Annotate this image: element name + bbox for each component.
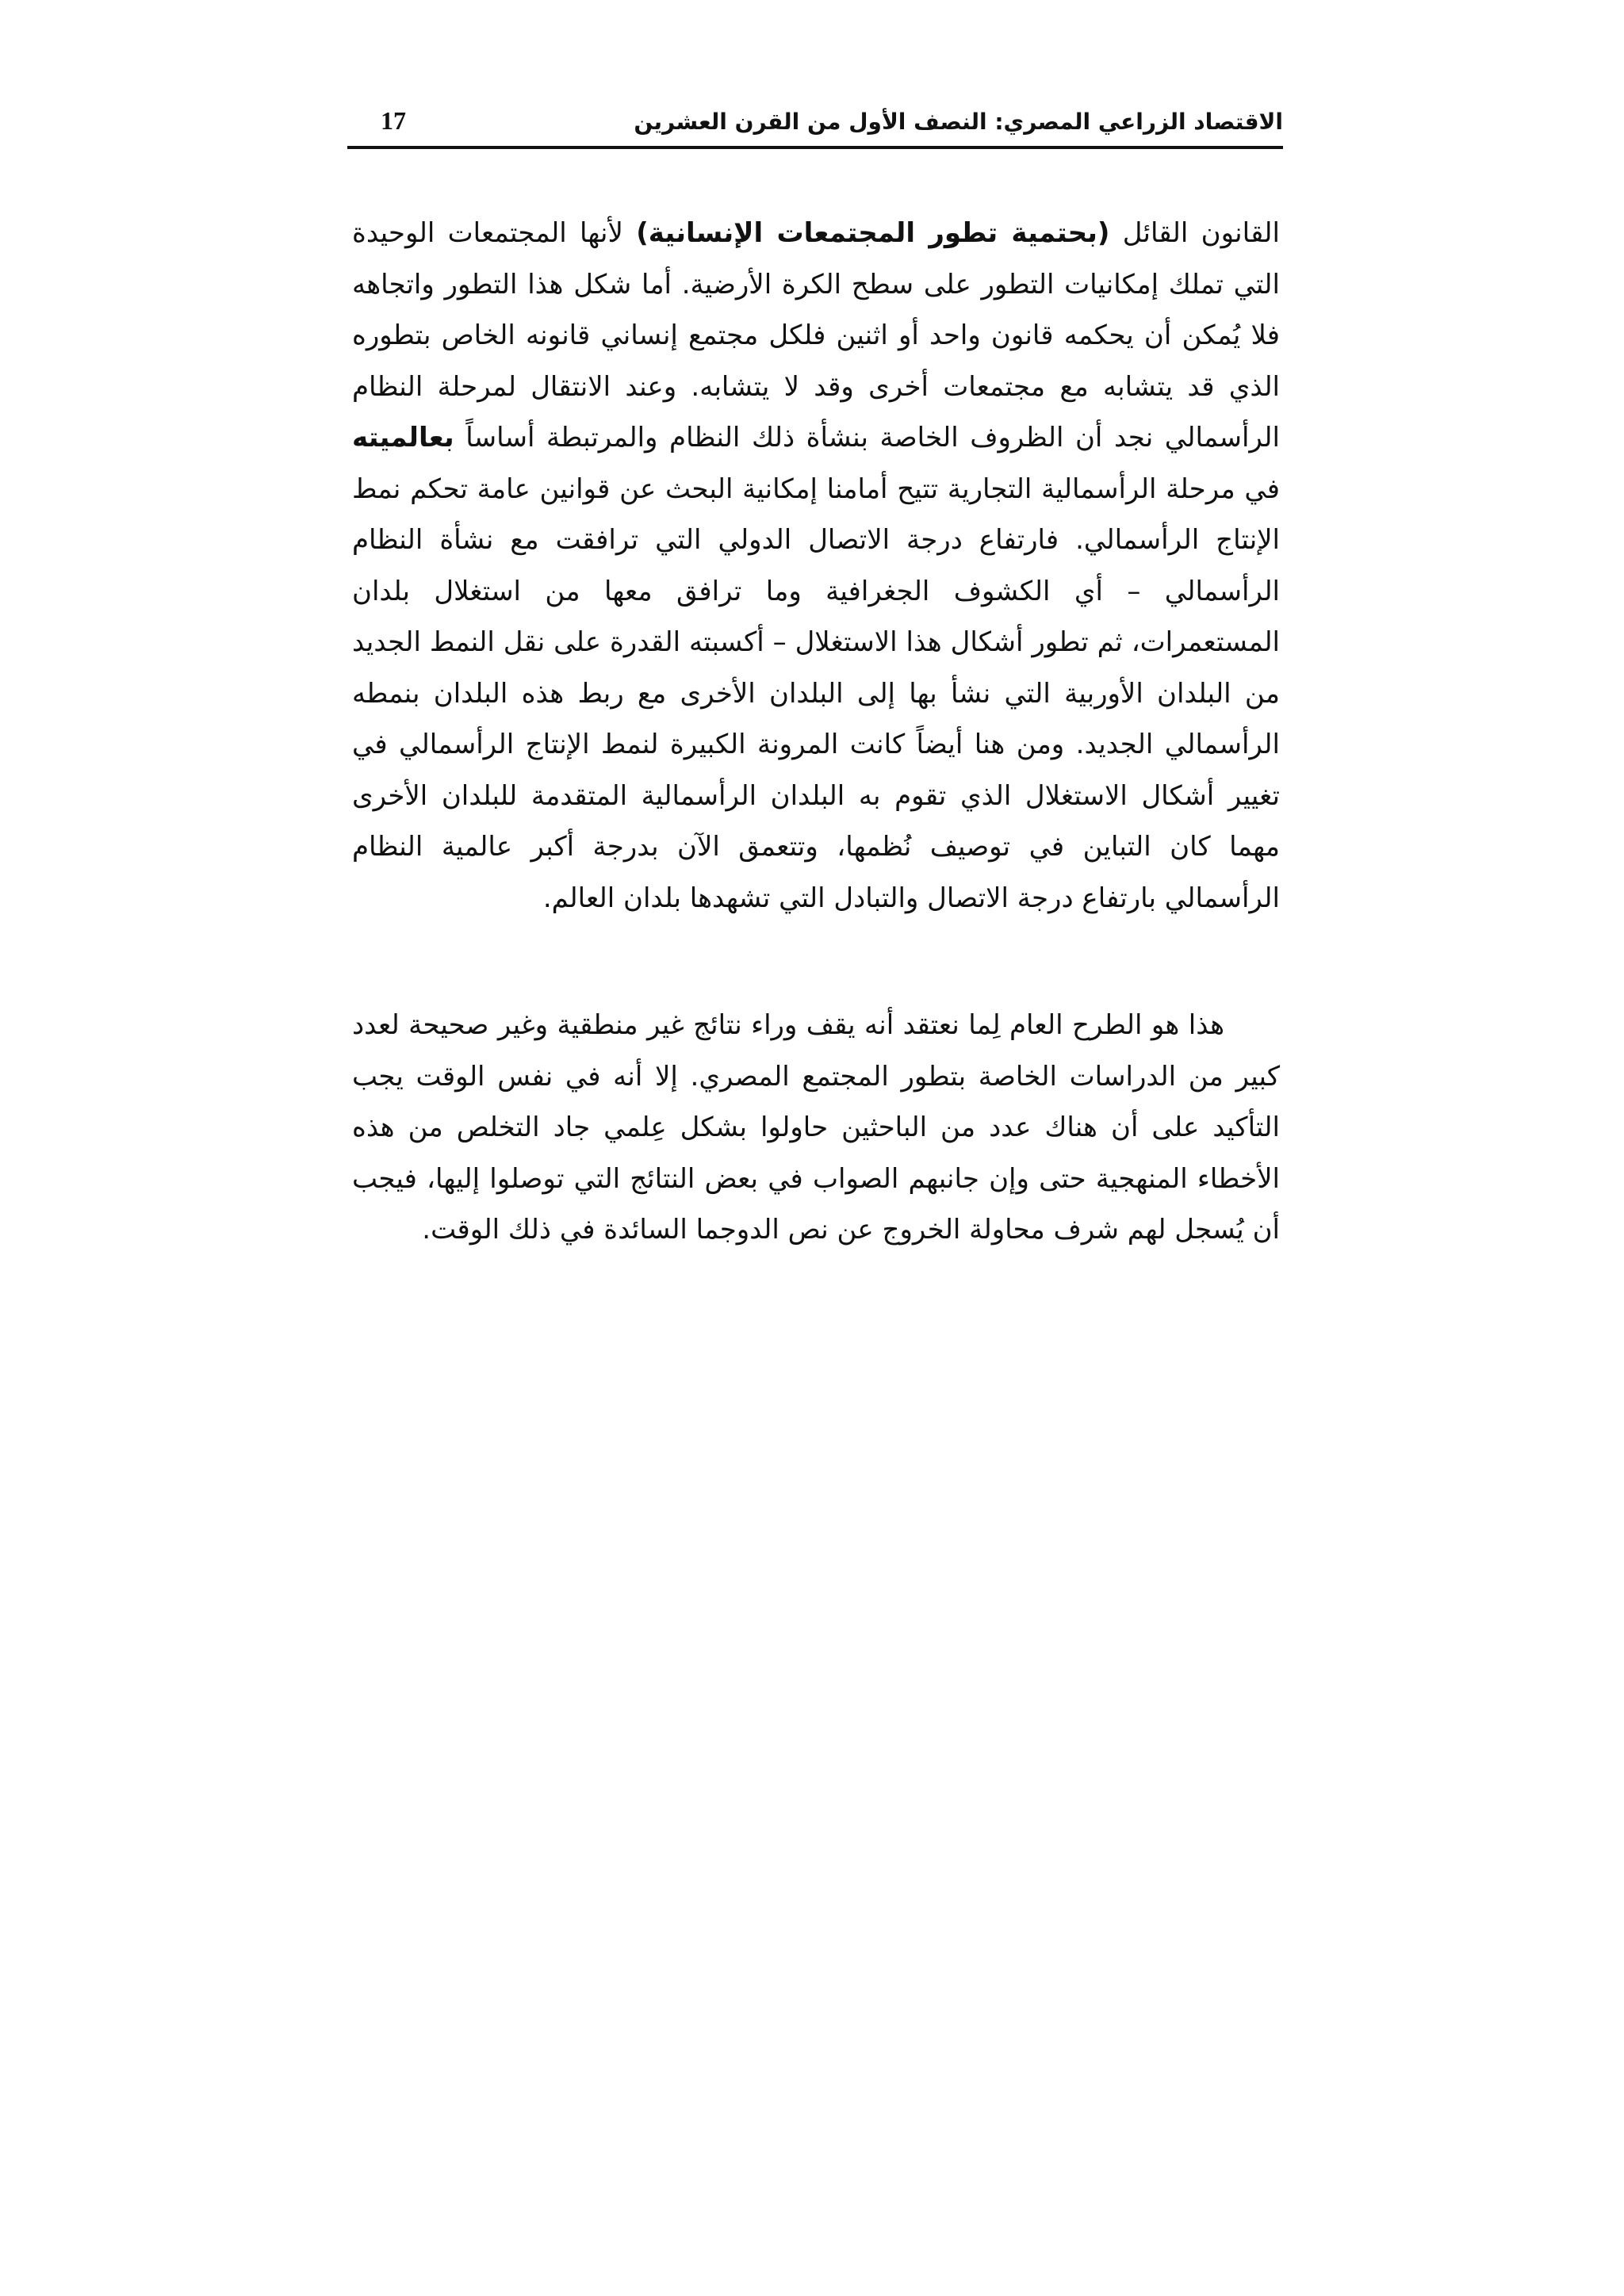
paragraph-2 bbox=[352, 1000, 1280, 1256]
paragraph-1-emphasis-2: بعالميته bbox=[352, 422, 454, 453]
page-header bbox=[347, 101, 1283, 152]
header-rule bbox=[347, 146, 1283, 149]
page-number: 17 bbox=[381, 106, 406, 135]
body-text bbox=[352, 208, 1280, 1256]
paragraph-1-text: القانون القائل bbox=[1109, 217, 1280, 249]
paragraph-1 bbox=[352, 208, 1280, 924]
paragraph-2-text: هذا هو الطرح العام لِما نعتقد أنه يقف وراء نتائج غير منطقية وغير صحيحة لعدد كبير من الدراسات الخاصة بتطور المجتمع المصري. إلا أنه في نفس الوقت يجب التأكيد على أن هناك عدد من الباحثين حاولوا بشكل عِلمي جاد التخلص من هذه الأخطاء المنهجية حتى وإن جانبهم الصواب في بعض النتائج التي توصلوا إليها، فيجب أن يُسجل لهم شرف محاولة الخروج عن نص الدوجما السائدة في ذلك الوقت. bbox=[352, 1009, 1280, 1246]
paragraph-1-text: في مرحلة الرأسمالية التجارية تتيح أمامنا إمكانية البحث عن قوانين عامة تحكم نمط الإنتاج الرأسمالي. فارتفاع درجة الاتصال الدولي التي ترافقت مع نشأة النظام الرأسمالي – أي الكشوف الجغرافية وما ترافق معها من استغلال بلدان المستعمرات، ثم تطور أشكال هذا الاستغلال – أكسبته القدرة على نقل النمط الجديد من البلدان الأوربية التي نشأ بها إلى البلدان الأخرى مع ربط هذه البلدان بنمطه الرأسمالي الجديد. ومن هنا أيضاً كانت المرونة الكبيرة لنمط الإنتاج الرأسمالي في تغيير أشكال الاستغلال الذي تقوم به البلدان الرأسمالية المتقدمة للبلدان الأخرى مهما كان التباين في توصيف نُظمها، وتتعمق الآن بدرجة أكبر عالمية النظام الرأسمالي بارتفاع درجة الاتصال والتبادل التي تشهدها بلدان العالم. bbox=[352, 473, 1280, 914]
running-title: الاقتصاد الزراعي المصري: النصف الأول من القرن العشرين bbox=[634, 109, 1283, 135]
paragraph-1-text: لأنها المجتمعات الوحيدة التي تملك إمكانيات التطور على سطح الكرة الأرضية. أما شكل هذا التطور واتجاهه فلا يُمكن أن يحكمه قانون واحد أو اثنين فلكل مجتمع إنساني قانونه الخاص بتطوره الذي قد يتشابه مع مجتمعات أخرى وقد لا يتشابه. وعند الانتقال لمرحلة النظام الرأسمالي نجد أن الظروف الخاصة بنشأة ذلك النظام والمرتبطة أساساً bbox=[352, 217, 1280, 453]
paragraph-1-emphasis-1: (بحتمية تطور المجتمعات الإنسانية) bbox=[636, 217, 1110, 249]
